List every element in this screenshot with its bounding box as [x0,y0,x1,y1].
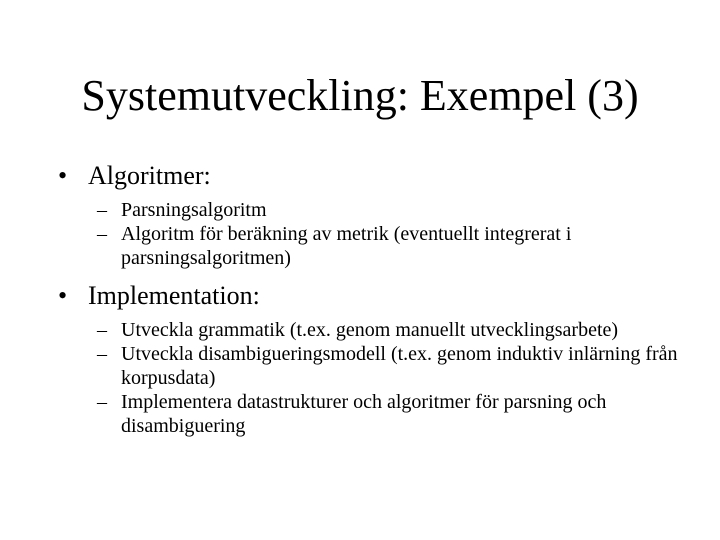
sub-bullet-text: Utveckla grammatik (t.ex. genom manuellt utvecklingsarbete) [121,319,619,341]
sub-bullet-item [97,198,688,222]
bullet-icon: • [58,281,68,310]
sub-bullet-item [97,342,688,390]
slide-title: Systemutveckling: Exempel (3) [81,71,639,120]
sub-bullet-item [97,222,688,270]
sublist-implementation [97,318,688,438]
dash-icon: – [97,391,107,413]
dash-icon: – [97,223,107,245]
dash-icon: – [97,343,107,365]
bullet-heading: Implementation: [88,281,260,310]
bullet-icon: • [58,161,68,190]
sub-bullet-text: Implementera datastrukturer och algoritmer för parsning och disambiguering [121,391,607,437]
dash-icon: – [97,199,107,221]
dash-icon: – [97,319,107,341]
sub-bullet-text: Algoritm för beräkning av metrik (eventuellt integrerat i parsningsalgoritmen) [121,223,572,269]
sublist-algoritmer [97,198,688,270]
bullet-implementation [58,280,688,312]
slide-content [58,160,688,438]
bullet-algoritmer [58,160,688,192]
sub-bullet-item [97,390,688,438]
sub-bullet-text: Parsningsalgoritm [121,199,267,221]
sub-bullet-item [97,318,688,342]
sub-bullet-text: Utveckla disambigueringsmodell (t.ex. genom induktiv inlärning från korpusdata) [121,343,678,389]
bullet-heading: Algoritmer: [88,161,211,190]
